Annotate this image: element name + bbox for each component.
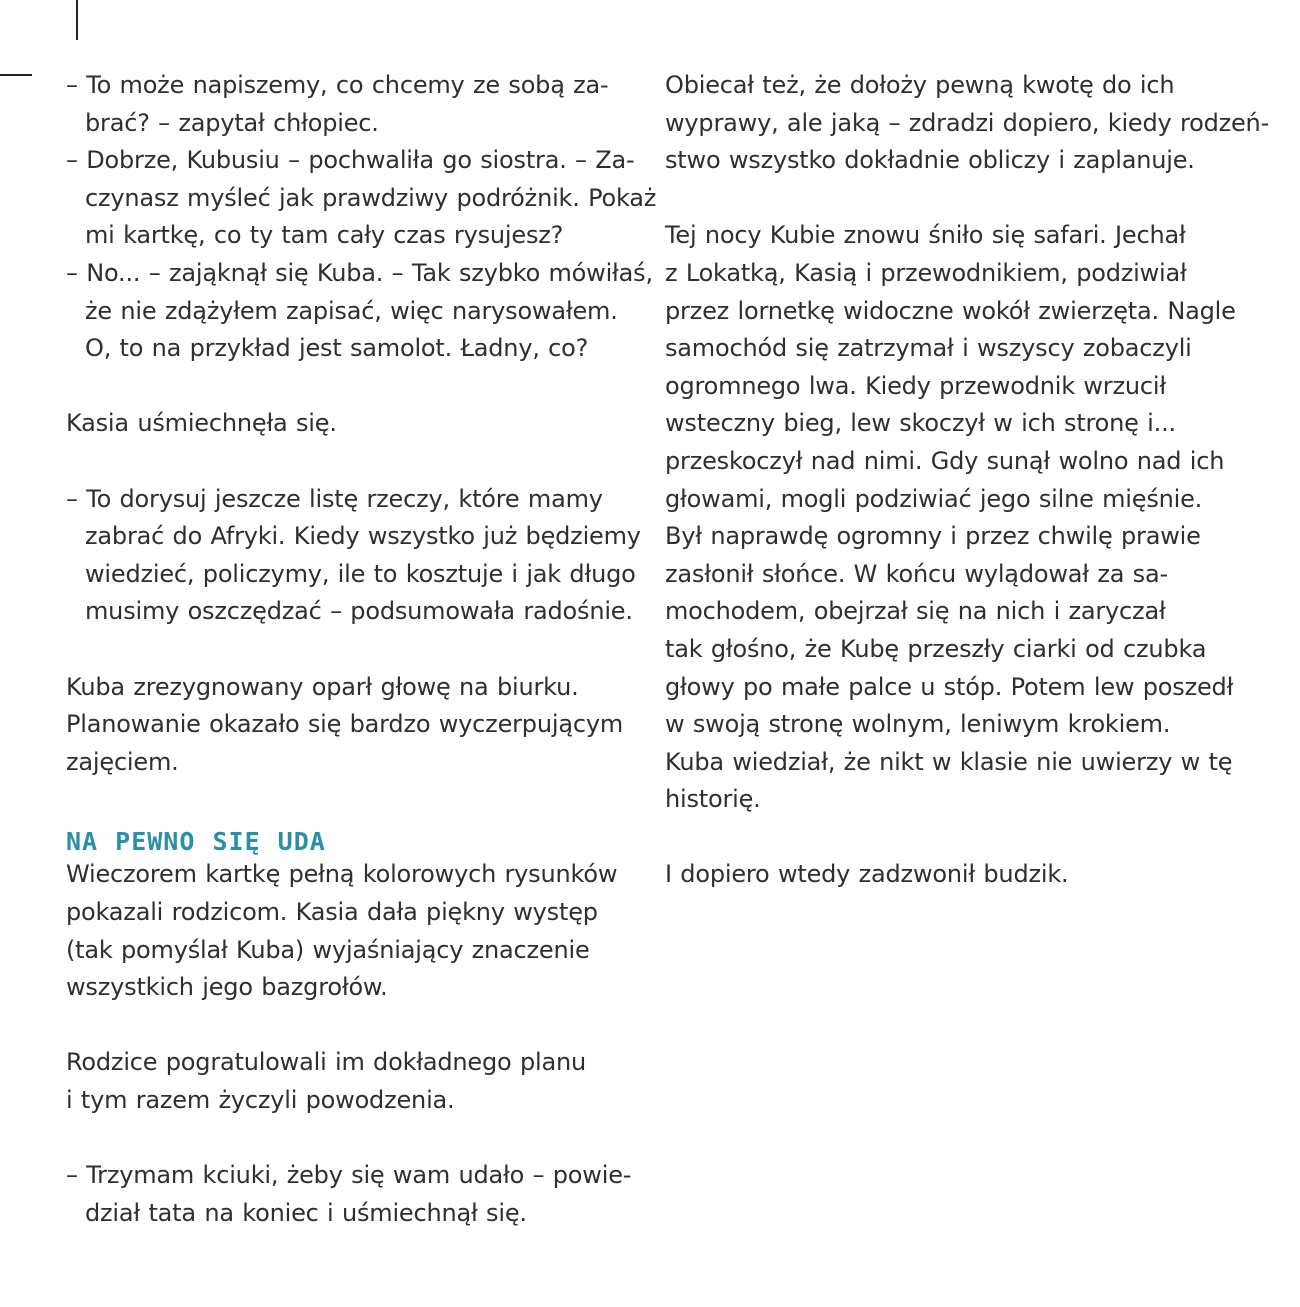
text-line: brać? – zapytał chłopiec. bbox=[85, 108, 379, 137]
paragraph-gap bbox=[66, 781, 626, 819]
text-line: historię. bbox=[665, 785, 761, 814]
text-line: przez lornetkę widoczne wokół zwierzęta. Nagle bbox=[665, 296, 1236, 325]
text-line: przeskoczył nad nimi. Gdy sunął wolno nad ich bbox=[665, 446, 1225, 475]
text-line: – To może napiszemy, co chcemy ze sobą za- bbox=[66, 71, 609, 99]
text-line: – Trzymam kciuki, żeby się wam udało – powie- bbox=[66, 1161, 632, 1190]
text-line: mi kartkę, co ty tam cały czas rysujesz? bbox=[85, 221, 564, 250]
text-line: stwo wszystko dokładnie obliczy i zaplanuje. bbox=[665, 146, 1195, 175]
text-line: dział tata na koniec i uśmiechnął się. bbox=[85, 1198, 527, 1227]
crop-mark-vertical bbox=[76, 0, 78, 40]
crop-mark-horizontal bbox=[0, 74, 32, 76]
paragraph-gap bbox=[66, 631, 626, 669]
text-line: z Lokatką, Kasią i przewodnikiem, podziwiał bbox=[665, 258, 1187, 287]
right-column bbox=[665, 67, 1270, 894]
text-line: Rodzice pogratulowali im dokładnego planu bbox=[66, 1048, 586, 1077]
text-line: wiedzieć, policzymy, ile to kosztuje i jak długo bbox=[85, 559, 636, 588]
text-line: (tak pomyślał Kuba) wyjaśniający znaczenie bbox=[66, 935, 590, 964]
paragraph-gap bbox=[66, 368, 626, 406]
text-line: I dopiero wtedy zadzwonił budzik. bbox=[665, 860, 1069, 889]
text-line: mochodem, obejrzał się na nich i zaryczał bbox=[665, 597, 1166, 626]
text-line: zasłonił słońce. W końcu wylądował za sa- bbox=[665, 559, 1168, 588]
text-line: Kasia uśmiechnęła się. bbox=[66, 409, 337, 438]
text-line: tak głośno, że Kubę przeszły ciarki od czubka bbox=[665, 634, 1207, 663]
text-line: Wieczorem kartkę pełną kolorowych rysunków bbox=[66, 860, 618, 889]
paragraph-dialogue-1 bbox=[66, 67, 657, 368]
text-line: wszystkich jego bazgrołów. bbox=[66, 973, 388, 1002]
paragraph-gap bbox=[665, 180, 1225, 218]
paragraph-evening bbox=[66, 856, 626, 1006]
text-line: czynasz myśleć jak prawdziwy podróżnik. Pokaż bbox=[85, 183, 657, 212]
text-line: w swoją stronę wolnym, leniwym krokiem. bbox=[665, 710, 1171, 739]
paragraph-gap bbox=[665, 819, 1225, 857]
text-line: O, to na przykład jest samolot. Ładny, co? bbox=[85, 334, 589, 363]
text-line: – To dorysuj jeszcze listę rzeczy, które mamy bbox=[66, 484, 603, 513]
text-line: głowami, mogli podziwiać jego silne mięśnie. bbox=[665, 484, 1203, 513]
section-heading: NA PEWNO SIĘ UDA bbox=[66, 826, 326, 856]
text-line: głowy po małe palce u stóp. Potem lew poszedł bbox=[665, 672, 1234, 701]
text-line: że nie zdążyłem zapisać, więc narysowałem. bbox=[85, 296, 618, 325]
left-column bbox=[66, 67, 657, 1232]
text-line: Był naprawdę ogromny i przez chwilę prawie bbox=[665, 522, 1201, 551]
paragraph-kuba-tired bbox=[66, 669, 626, 782]
text-line: Kuba zrezygnowany oparł głowę na biurku. bbox=[66, 672, 579, 701]
paragraph-kasia-smiled bbox=[66, 405, 626, 443]
text-line: – Dobrze, Kubusiu – pochwaliła go siostra. – Za- bbox=[66, 146, 635, 175]
paragraph-dialogue-3 bbox=[66, 1157, 632, 1232]
paragraph-alarm bbox=[665, 856, 1225, 894]
text-line: wsteczny bieg, lew skoczył w ich stronę i... bbox=[665, 409, 1176, 438]
paragraph-gap bbox=[66, 443, 626, 481]
paragraph-dialogue-2 bbox=[66, 481, 641, 631]
text-line: musimy oszczędzać – podsumowała radośnie. bbox=[85, 597, 633, 626]
text-line: Obiecał też, że dołoży pewną kwotę do ich bbox=[665, 71, 1175, 99]
paragraph-promise bbox=[665, 67, 1270, 180]
text-line: Planowanie okazało się bardzo wyczerpującym bbox=[66, 710, 624, 739]
text-line: zajęciem. bbox=[66, 747, 179, 776]
text-line: Kuba wiedział, że nikt w klasie nie uwierzy w tę bbox=[665, 747, 1233, 776]
text-line: pokazali rodzicom. Kasia dała piękny występ bbox=[66, 898, 598, 927]
text-line: zabrać do Afryki. Kiedy wszystko już będziemy bbox=[85, 522, 641, 551]
text-line: wyprawy, ale jaką – zdradzi dopiero, kiedy rodzeń- bbox=[665, 108, 1270, 137]
paragraph-gap bbox=[66, 1120, 626, 1158]
text-line: Tej nocy Kubie znowu śniło się safari. Jechał bbox=[665, 221, 1186, 250]
paragraph-parents bbox=[66, 1044, 626, 1119]
text-line: i tym razem życzyli powodzenia. bbox=[66, 1086, 455, 1115]
paragraph-gap bbox=[66, 1007, 626, 1045]
text-line: ogromnego lwa. Kiedy przewodnik wrzucił bbox=[665, 371, 1166, 400]
paragraph-dream bbox=[665, 217, 1236, 819]
text-line: – No... – zająknął się Kuba. – Tak szybko mówiłaś, bbox=[66, 258, 653, 287]
text-line: samochód się zatrzymał i wszyscy zobaczyli bbox=[665, 334, 1192, 363]
